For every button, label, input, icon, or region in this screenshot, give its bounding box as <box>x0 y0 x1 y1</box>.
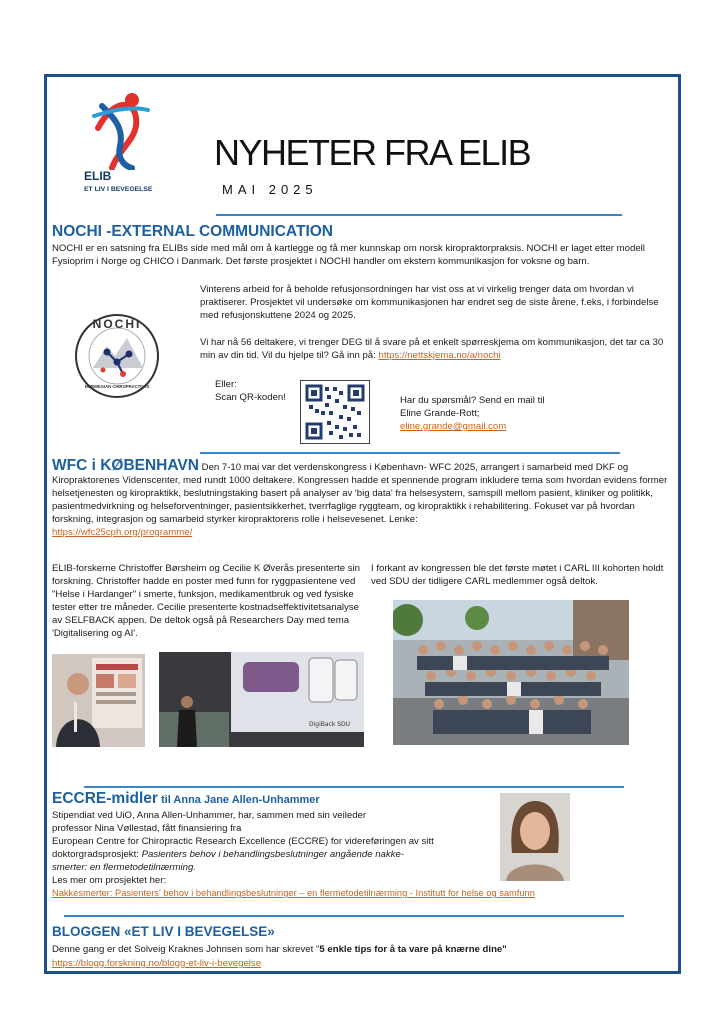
nochi-badge <box>73 312 161 400</box>
divider <box>64 915 624 917</box>
contact-line1: Har du spørsmål? Send en mail til <box>400 395 545 406</box>
qr-caption <box>215 378 295 404</box>
qr-caption-line2: Scan QR-koden! <box>215 392 286 403</box>
eccre-project-link[interactable]: Nakkesmerter: Pasienters' behov i behandlingsbeslutninger – en flermetodetilnærming - Institutt for helse og samfunn <box>52 888 535 898</box>
qr-caption-line1: Eller: <box>215 379 237 390</box>
eccre-heading-suffix: til Anna Jane Allen-Unhammer <box>157 794 320 806</box>
blog-heading: BLOGGEN «ET LIV I BEVEGELSE» <box>52 924 275 939</box>
eccre-heading-row <box>52 790 320 808</box>
photo-group <box>393 600 629 745</box>
page-title: NYHETER FRA ELIB <box>214 132 531 173</box>
nochi-survey-link[interactable]: https://nettskjema.no/a/nochi <box>378 350 501 361</box>
nochi-para3 <box>200 336 670 362</box>
slide-logos: DigiBack SDU <box>309 721 351 728</box>
wfc-left-column: ELIB-forskerne Christoffer Børsheim og Cecilie K Øverås presenterte sin forskning. Christoffer hadde en poster med funn for ryggpasientene ved "Helse i Hardanger" i smerte, funksjon, medikamentbruk og ved fysiske tester etter tre måneder. Cecilie presenterte kostnadseffektivitetsanalyse av SELFBACK appen. De deltok også på Researchers Day med tema 'Digitalisering og AI'. <box>52 563 361 639</box>
blog-link[interactable]: https://blogg.forskning.no/blogg-et-liv-i-bevegelse <box>52 958 262 969</box>
eccre-line2: professor Nina Vøllestad, fått finansiering fra <box>52 823 242 834</box>
issue-date: MAI 2025 <box>222 182 318 197</box>
contact-line2: Eline Grande-Rott; <box>400 408 480 419</box>
wfc-heading: WFC i KØBENHAVN <box>52 457 199 474</box>
nochi-contact <box>400 394 640 433</box>
divider <box>84 786 624 788</box>
eccre-heading: ECCRE-midler <box>52 790 158 807</box>
badge-sublabel: NORWEGIAN CHIROPRACTORS <box>84 384 150 389</box>
nochi-intro: NOCHI er en satsning fra ELIBs side med mål om å kartlegge og få mer kunnskap om norsk kiropraktorpraksis. NOCHI er laget etter modell Fysioprim i Norge og CHICO i Danmark. Det første prosjektet i NOCHI handler om ekstern kommunikasjon for voksne og barn. <box>52 243 645 267</box>
wfc-right-column: I forkant av kongressen ble det første møtet i CARL III kohorten holdt ved SDU der tidligere CARL medlemmer også deltok. <box>371 563 664 587</box>
nochi-para3-text: Vi har nå 56 deltakere, vi trenger DEG til å svare på et enkelt spørreskjema om kommunikasjon, det tar ca 30 min av din tid. Vil du hjelpe til? Gå inn på: <box>200 337 664 361</box>
qr-code-icon <box>301 381 369 443</box>
badge-label: NOCHI <box>92 317 142 331</box>
eccre-line1: Stipendiat ved UiO, Anna Allen-Unhammer, har, sammen med sin veileder <box>52 810 367 821</box>
elib-logo <box>84 88 164 198</box>
photo-presentation <box>159 652 364 747</box>
logo-name: ELIB <box>84 169 112 183</box>
blog-text-b: 5 enkle tips for å ta vare på knærne dine" <box>319 944 507 955</box>
photo-anna-portrait <box>500 793 570 881</box>
photo-poster-presenter <box>52 654 145 747</box>
nochi-heading: NOCHI -EXTERNAL COMMUNICATION <box>52 223 333 240</box>
eccre-line3: European Centre for Chiropractic Research Excellence (ECCRE) for videreføringen av sitt <box>52 836 434 847</box>
divider <box>200 452 620 454</box>
wfc-body: Den 7-10 mai var det verdenskongress i København- WFC 2025, arrangert i samarbeid med DKF og Kiropraktorenes Videnscenter, med rundt 1000 deltakere. Kongressen hadde et spennende program inkludere tema som hvordan evidens former helsetjenesten og kiropraktikk, beslutningstaking basert på analyser av 'big data' fra helsesystem, samspill mellom pasient, kliniker og politikk, pasientmedvirkning og helseforventninger, pasientsikkerhet, tverrfaglige ryggteam, og kiropraktikk i rehabilitering. Fokuset var på hvordan forskning, integrasjon og samarbeid styrker kiropraktorens rolle i helsevesenet. Lenke: <box>52 462 668 525</box>
qr-code[interactable] <box>300 380 370 444</box>
blog-text <box>52 943 674 956</box>
logo-tagline: ET LIV I BEVEGELSE <box>84 186 153 193</box>
eccre-line4a: doktorgradsprosjekt: <box>52 849 142 860</box>
wfc-programme-link[interactable]: https://wfc25cph.org/programme/ <box>52 527 193 538</box>
eccre-line6: Les mer om prosjektet her: <box>52 875 167 886</box>
eccre-line5: smerter: en flermetodetilnærming. <box>52 862 196 873</box>
contact-email-link[interactable]: eline.grande@gmail.com <box>400 421 507 432</box>
wfc-section <box>52 458 674 539</box>
elib-figure-icon <box>84 88 164 170</box>
divider <box>216 214 622 216</box>
eccre-line4b: Pasienters behov i behandlingsbeslutninger angående nakke- <box>141 849 405 860</box>
nochi-para2: Vinterens arbeid for å beholde refusjonsordningen har vist oss at vi virkelig trenger data om hvordan vi praktiserer. Prosjektet vil undersøke om kommunikasjonen har endret seg de siste årene, f.eks, i forbindelse med refusjonskuttene 2024 og 2025. <box>200 284 659 321</box>
eccre-body <box>52 809 492 887</box>
blog-text-a: Denne gang er det Solveig Kraknes Johnsen som har skrevet " <box>52 944 320 955</box>
